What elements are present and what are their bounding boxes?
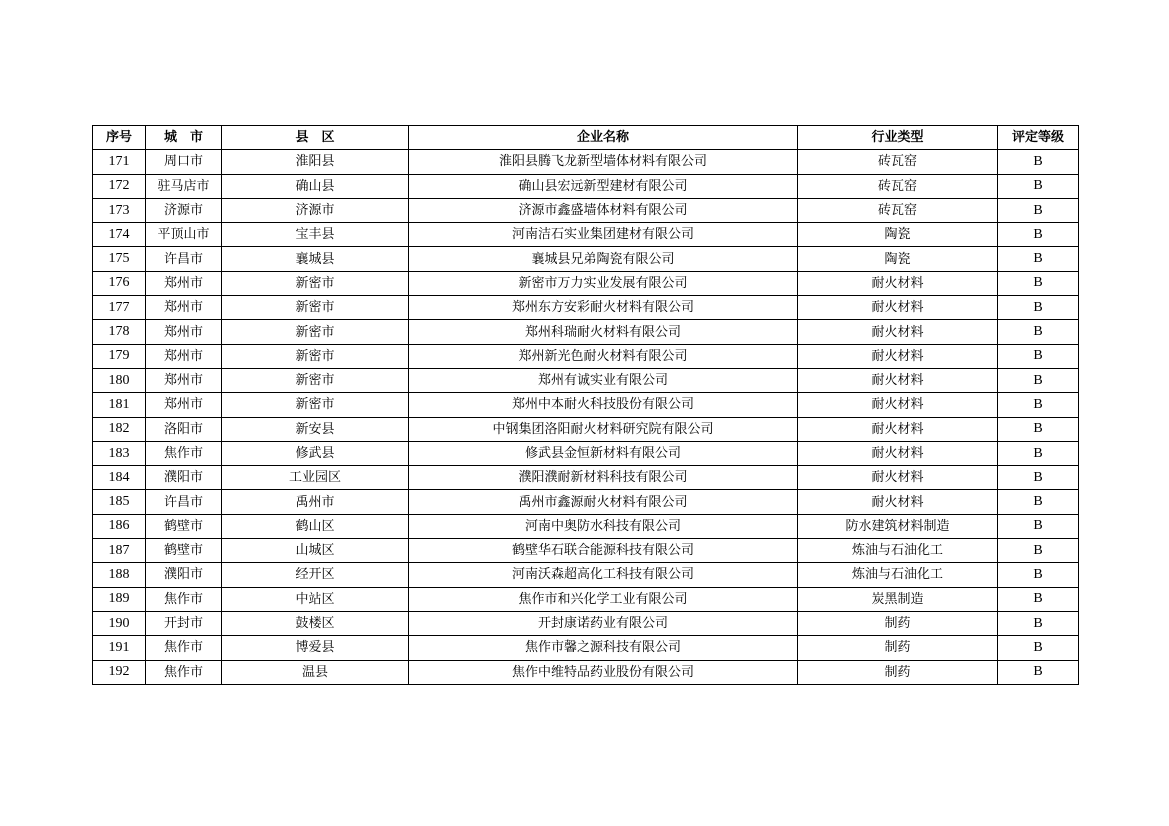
cell-grade: B (998, 296, 1079, 320)
cell-city: 洛阳市 (146, 417, 222, 441)
cell-city: 鹤壁市 (146, 514, 222, 538)
cell-company: 济源市鑫盛墙体材料有限公司 (409, 198, 798, 222)
cell-grade: B (998, 247, 1079, 271)
cell-city: 济源市 (146, 198, 222, 222)
cell-industry: 陶瓷 (798, 223, 998, 247)
table-row (93, 247, 1079, 271)
cell-index: 173 (93, 198, 146, 222)
cell-county: 新密市 (222, 368, 409, 392)
cell-industry: 砖瓦窑 (798, 198, 998, 222)
cell-city: 郑州市 (146, 393, 222, 417)
table-row (93, 296, 1079, 320)
cell-city: 濮阳市 (146, 563, 222, 587)
cell-company: 新密市万力实业发展有限公司 (409, 271, 798, 295)
cell-grade: B (998, 393, 1079, 417)
cell-index: 189 (93, 587, 146, 611)
table-row (93, 611, 1079, 635)
enterprise-grade-table (92, 125, 1079, 685)
table-row (93, 344, 1079, 368)
cell-company: 襄城县兄弟陶瓷有限公司 (409, 247, 798, 271)
cell-grade: B (998, 563, 1079, 587)
table-row (93, 660, 1079, 684)
header-county: 县 区 (222, 126, 409, 150)
cell-industry: 制药 (798, 636, 998, 660)
cell-index: 177 (93, 296, 146, 320)
cell-company: 中钢集团洛阳耐火材料研究院有限公司 (409, 417, 798, 441)
cell-city: 焦作市 (146, 441, 222, 465)
cell-county: 济源市 (222, 198, 409, 222)
cell-index: 187 (93, 539, 146, 563)
cell-industry: 陶瓷 (798, 247, 998, 271)
cell-index: 176 (93, 271, 146, 295)
table-row (93, 490, 1079, 514)
cell-company: 鹤壁华石联合能源科技有限公司 (409, 539, 798, 563)
cell-grade: B (998, 514, 1079, 538)
cell-county: 新密市 (222, 320, 409, 344)
cell-index: 192 (93, 660, 146, 684)
cell-county: 新安县 (222, 417, 409, 441)
table-row (93, 393, 1079, 417)
table-row (93, 417, 1079, 441)
cell-grade: B (998, 223, 1079, 247)
cell-county: 新密市 (222, 271, 409, 295)
cell-company: 河南中奥防水科技有限公司 (409, 514, 798, 538)
cell-county: 新密市 (222, 393, 409, 417)
cell-city: 焦作市 (146, 660, 222, 684)
cell-grade: B (998, 198, 1079, 222)
cell-company: 郑州新光色耐火材料有限公司 (409, 344, 798, 368)
cell-index: 190 (93, 611, 146, 635)
cell-index: 185 (93, 490, 146, 514)
cell-index: 180 (93, 368, 146, 392)
cell-company: 淮阳县腾飞龙新型墙体材料有限公司 (409, 150, 798, 174)
cell-index: 174 (93, 223, 146, 247)
table-row (93, 514, 1079, 538)
cell-industry: 耐火材料 (798, 466, 998, 490)
cell-city: 周口市 (146, 150, 222, 174)
cell-company: 焦作市和兴化学工业有限公司 (409, 587, 798, 611)
table-row (93, 198, 1079, 222)
table-row (93, 563, 1079, 587)
header-city: 城 市 (146, 126, 222, 150)
cell-index: 178 (93, 320, 146, 344)
table-row (93, 539, 1079, 563)
cell-city: 驻马店市 (146, 174, 222, 198)
cell-city: 郑州市 (146, 344, 222, 368)
cell-county: 淮阳县 (222, 150, 409, 174)
cell-index: 175 (93, 247, 146, 271)
cell-grade: B (998, 174, 1079, 198)
cell-industry: 耐火材料 (798, 490, 998, 514)
table-row (93, 174, 1079, 198)
cell-city: 许昌市 (146, 490, 222, 514)
cell-company: 河南洁石实业集团建材有限公司 (409, 223, 798, 247)
table-row (93, 441, 1079, 465)
cell-city: 焦作市 (146, 587, 222, 611)
table-row (93, 320, 1079, 344)
cell-grade: B (998, 368, 1079, 392)
cell-company: 郑州科瑞耐火材料有限公司 (409, 320, 798, 344)
cell-county: 鼓楼区 (222, 611, 409, 635)
cell-county: 鹤山区 (222, 514, 409, 538)
cell-index: 172 (93, 174, 146, 198)
cell-grade: B (998, 441, 1079, 465)
cell-grade: B (998, 611, 1079, 635)
table-row (93, 636, 1079, 660)
cell-county: 新密市 (222, 296, 409, 320)
cell-grade: B (998, 271, 1079, 295)
cell-index: 191 (93, 636, 146, 660)
cell-industry: 制药 (798, 611, 998, 635)
table-row (93, 368, 1079, 392)
cell-industry: 砖瓦窑 (798, 150, 998, 174)
table-row (93, 150, 1079, 174)
cell-county: 工业园区 (222, 466, 409, 490)
cell-county: 修武县 (222, 441, 409, 465)
cell-company: 修武县金恒新材料有限公司 (409, 441, 798, 465)
cell-city: 开封市 (146, 611, 222, 635)
cell-index: 171 (93, 150, 146, 174)
cell-county: 经开区 (222, 563, 409, 587)
cell-grade: B (998, 660, 1079, 684)
table-row (93, 466, 1079, 490)
cell-county: 中站区 (222, 587, 409, 611)
cell-index: 179 (93, 344, 146, 368)
cell-industry: 耐火材料 (798, 344, 998, 368)
cell-city: 濮阳市 (146, 466, 222, 490)
cell-index: 186 (93, 514, 146, 538)
cell-grade: B (998, 344, 1079, 368)
header-industry: 行业类型 (798, 126, 998, 150)
cell-city: 郑州市 (146, 271, 222, 295)
table-row (93, 587, 1079, 611)
cell-county: 宝丰县 (222, 223, 409, 247)
cell-index: 182 (93, 417, 146, 441)
cell-county: 襄城县 (222, 247, 409, 271)
cell-index: 181 (93, 393, 146, 417)
table-body (93, 150, 1079, 685)
cell-county: 山城区 (222, 539, 409, 563)
cell-grade: B (998, 490, 1079, 514)
cell-city: 郑州市 (146, 296, 222, 320)
cell-index: 183 (93, 441, 146, 465)
cell-company: 焦作市馨之源科技有限公司 (409, 636, 798, 660)
cell-industry: 炼油与石油化工 (798, 539, 998, 563)
cell-industry: 耐火材料 (798, 393, 998, 417)
cell-industry: 耐火材料 (798, 417, 998, 441)
cell-grade: B (998, 466, 1079, 490)
header-grade: 评定等级 (998, 126, 1079, 150)
cell-industry: 耐火材料 (798, 368, 998, 392)
table-header-row (93, 126, 1079, 150)
cell-grade: B (998, 587, 1079, 611)
header-index: 序号 (93, 126, 146, 150)
cell-city: 焦作市 (146, 636, 222, 660)
cell-county: 新密市 (222, 344, 409, 368)
cell-industry: 炼油与石油化工 (798, 563, 998, 587)
cell-company: 禹州市鑫源耐火材料有限公司 (409, 490, 798, 514)
cell-county: 禹州市 (222, 490, 409, 514)
table-row (93, 271, 1079, 295)
cell-company: 郑州东方安彩耐火材料有限公司 (409, 296, 798, 320)
cell-company: 郑州中本耐火科技股份有限公司 (409, 393, 798, 417)
cell-grade: B (998, 417, 1079, 441)
cell-company: 确山县宏远新型建材有限公司 (409, 174, 798, 198)
cell-city: 许昌市 (146, 247, 222, 271)
cell-industry: 耐火材料 (798, 441, 998, 465)
cell-industry: 耐火材料 (798, 271, 998, 295)
cell-grade: B (998, 150, 1079, 174)
cell-company: 濮阳濮耐新材料科技有限公司 (409, 466, 798, 490)
cell-company: 开封康诺药业有限公司 (409, 611, 798, 635)
cell-industry: 防水建筑材料制造 (798, 514, 998, 538)
cell-city: 鹤壁市 (146, 539, 222, 563)
cell-county: 温县 (222, 660, 409, 684)
cell-company: 郑州有诚实业有限公司 (409, 368, 798, 392)
cell-grade: B (998, 539, 1079, 563)
table-row (93, 223, 1079, 247)
cell-city: 平顶山市 (146, 223, 222, 247)
cell-industry: 炭黑制造 (798, 587, 998, 611)
cell-county: 确山县 (222, 174, 409, 198)
cell-city: 郑州市 (146, 320, 222, 344)
cell-county: 博爱县 (222, 636, 409, 660)
cell-grade: B (998, 320, 1079, 344)
cell-industry: 制药 (798, 660, 998, 684)
cell-city: 郑州市 (146, 368, 222, 392)
cell-company: 河南沃森超高化工科技有限公司 (409, 563, 798, 587)
cell-index: 188 (93, 563, 146, 587)
header-company: 企业名称 (409, 126, 798, 150)
cell-industry: 耐火材料 (798, 320, 998, 344)
cell-grade: B (998, 636, 1079, 660)
cell-company: 焦作中维特品药业股份有限公司 (409, 660, 798, 684)
cell-index: 184 (93, 466, 146, 490)
cell-industry: 砖瓦窑 (798, 174, 998, 198)
cell-industry: 耐火材料 (798, 296, 998, 320)
